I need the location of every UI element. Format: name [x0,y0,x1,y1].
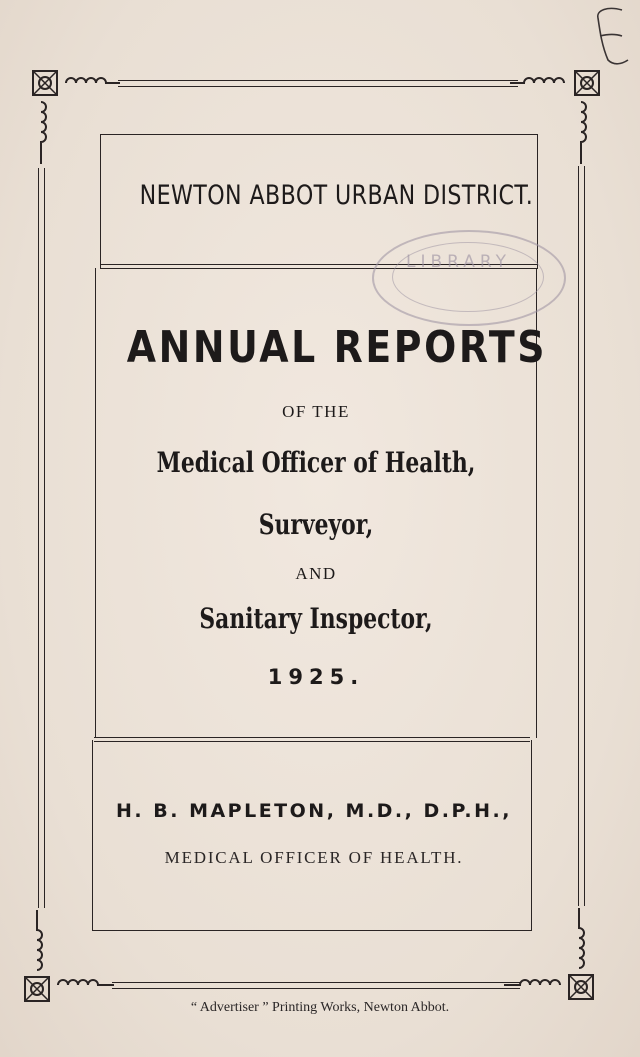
frame-top-rule [118,80,518,87]
handwritten-mark [588,2,634,72]
author-name: H. B. MAPLETON, M.D., D.P.H., [116,800,512,822]
library-stamp-text: LIBRARY [406,252,512,272]
scroll-ornament-icon [62,76,122,90]
of-the-text: OF THE [282,402,350,421]
subtitle-surveyor: Surveyor, [258,508,374,541]
corner-ornament-icon [22,974,52,1004]
scroll-ornament-icon [502,978,566,992]
scroll-ornament-icon [508,76,570,90]
frame-right-rule [578,166,585,906]
scroll-ornament-icon [572,906,586,972]
and-text: AND [295,564,337,583]
scroll-ornament-icon [54,978,116,992]
subtitle-sanitary-inspector: Sanitary Inspector, [199,602,433,635]
page-title: ANNUAL REPORTS [126,322,548,373]
author-panel [92,740,532,931]
scroll-ornament-icon [34,100,48,166]
author-position: MEDICAL OFFICER OF HEALTH. [164,848,464,867]
scroll-ornament-icon [30,908,44,974]
subtitle-medical-officer: Medical Officer of Health, [156,446,476,479]
scroll-ornament-icon [574,100,588,166]
printer-imprint: “ Advertiser ” Printing Works, Newton Abbot. [190,1000,450,1015]
frame-bottom-rule [112,982,520,989]
corner-ornament-icon [572,68,602,98]
corner-ornament-icon [566,972,596,1002]
frame-left-rule [38,168,45,908]
district-heading: NEWTON ABBOT URBAN DISTRICT. [139,180,534,211]
corner-ornament-icon [30,68,60,98]
report-year: 1925. [267,665,365,689]
